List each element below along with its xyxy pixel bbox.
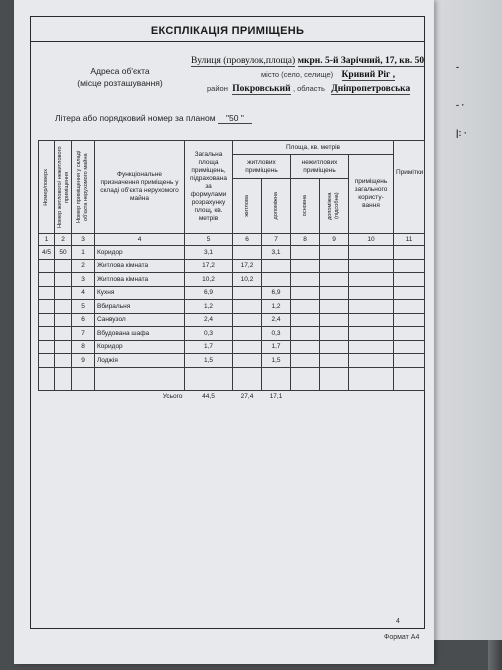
residential-main-text: житлова xyxy=(243,195,250,217)
floor-cell xyxy=(39,354,55,368)
residential-main-cell xyxy=(233,340,262,354)
residential-main-cell xyxy=(233,300,262,314)
address-label xyxy=(55,65,185,89)
nonresidential-main-cell xyxy=(291,354,320,368)
room-number-cell: 6 xyxy=(72,313,95,327)
residential-main-cell xyxy=(233,327,262,341)
empty-cell xyxy=(349,367,394,390)
total-area-cell: 1,5 xyxy=(185,354,233,368)
unit-cell xyxy=(55,313,72,327)
street-line xyxy=(191,55,424,66)
total-area-cell: 3,1 xyxy=(185,246,233,260)
nonresidential-header: нежитлових приміщень xyxy=(291,155,349,179)
nonresidential-aux-cell xyxy=(320,246,349,260)
floor-cell xyxy=(39,313,55,327)
document-page xyxy=(14,0,434,664)
col4-header: Функціональне призначення приміщень у складі об'єкта нерухомого майна xyxy=(95,141,185,234)
room-name-cell: Вбиральня xyxy=(95,300,185,314)
total-value: 44,5 xyxy=(202,393,215,400)
notes-cell xyxy=(394,246,425,260)
table-row xyxy=(39,327,425,341)
room-name-cell: Коридор xyxy=(95,246,185,260)
residential-aux-cell: 2,4 xyxy=(262,313,291,327)
notes-cell xyxy=(394,286,425,300)
room-number-cell: 9 xyxy=(72,354,95,368)
empty-cell xyxy=(320,367,349,390)
col5-header: Загальна площа приміщень, підрахована за формулами розрахунку площ, кв. метрів xyxy=(185,141,233,234)
column-number: 11 xyxy=(394,234,425,246)
nonresidential-main-cell xyxy=(291,313,320,327)
residential-main-cell xyxy=(233,313,262,327)
underlying-sheet-mark: - · xyxy=(456,100,465,110)
litera-label: Літера або порядковий номер за планом xyxy=(55,113,216,123)
table-row xyxy=(39,354,425,368)
floor-cell xyxy=(39,340,55,354)
notes-cell xyxy=(394,327,425,341)
table-row xyxy=(39,286,425,300)
total-area-cell: 0,3 xyxy=(185,327,233,341)
table-row xyxy=(39,259,425,273)
nonresidential-main-cell xyxy=(291,300,320,314)
spacer-row xyxy=(39,367,425,390)
unit-cell xyxy=(55,259,72,273)
residential-aux-cell xyxy=(262,273,291,287)
empty-cell xyxy=(291,390,425,403)
empty-cell xyxy=(55,367,72,390)
nonresidential-aux-text: допоміжна (підсобна) xyxy=(327,192,340,220)
underlying-sheet-mark: - xyxy=(456,62,459,72)
residential-main-cell xyxy=(233,246,262,260)
room-number-cell: 4 xyxy=(72,286,95,300)
empty-cell xyxy=(72,367,95,390)
nonresidential-aux-cell xyxy=(320,300,349,314)
notes-cell xyxy=(394,273,425,287)
notes-cell xyxy=(394,354,425,368)
nonresidential-aux-cell xyxy=(320,259,349,273)
column-number: 10 xyxy=(349,234,394,246)
address-label-line2: (місце розташування) xyxy=(77,78,163,88)
title-divider xyxy=(31,41,424,42)
total-area-cell: 1,7 xyxy=(185,340,233,354)
residential-header: житлових приміщень xyxy=(233,155,291,179)
residential-main-cell: 10,2 xyxy=(233,273,262,287)
column-number: 2 xyxy=(55,234,72,246)
total-area-cell: 17,2 xyxy=(185,259,233,273)
common-area-cell xyxy=(349,354,394,368)
column-number: 1 xyxy=(39,234,55,246)
page-format: Формат А4 xyxy=(384,634,420,641)
room-number-cell: 7 xyxy=(72,327,95,341)
nonresidential-aux-header xyxy=(320,179,349,234)
room-name-cell: Лоджія xyxy=(95,354,185,368)
floor-cell: 4/5 xyxy=(39,246,55,260)
table-row xyxy=(39,340,425,354)
floor-cell xyxy=(39,273,55,287)
room-name-cell: Вбудована шафа xyxy=(95,327,185,341)
column-number: 8 xyxy=(291,234,320,246)
region-value: Дніпропетровська xyxy=(331,84,411,94)
room-number-cell: 3 xyxy=(72,273,95,287)
nonresidential-aux-cell xyxy=(320,340,349,354)
common-area-cell xyxy=(349,340,394,354)
room-number-cell: 5 xyxy=(72,300,95,314)
unit-cell: 50 xyxy=(55,246,72,260)
nonresidential-aux-cell xyxy=(320,327,349,341)
area-group-header: Площа, кв. метрів xyxy=(233,141,394,155)
common-area-cell xyxy=(349,300,394,314)
table-row xyxy=(39,313,425,327)
total-area-cell: 10,2 xyxy=(185,273,233,287)
column-number: 5 xyxy=(185,234,233,246)
floor-cell xyxy=(39,300,55,314)
col3-header-text: Номер приміщення у складі об'єкта нерухомого майна xyxy=(76,150,89,224)
explication-table xyxy=(38,140,425,403)
city-line xyxy=(261,69,395,80)
column-number-row xyxy=(39,234,425,246)
nonresidential-aux-cell xyxy=(320,273,349,287)
notes-header: Примітки xyxy=(394,141,425,234)
city-value: Кривий Ріг , xyxy=(341,70,396,80)
residential-aux-cell: 1,5 xyxy=(262,354,291,368)
document-title: ЕКСПЛІКАЦІЯ ПРИМІЩЕНЬ xyxy=(150,25,305,37)
common-header: приміщень загального користу-вання xyxy=(349,155,394,234)
unit-cell xyxy=(55,300,72,314)
unit-cell xyxy=(55,340,72,354)
room-name-cell: Житлова кімната xyxy=(95,259,185,273)
table-row xyxy=(39,300,425,314)
common-area-cell xyxy=(349,273,394,287)
residential-aux-cell: 3,1 xyxy=(262,246,291,260)
nonresidential-main-text: основна xyxy=(301,195,308,217)
room-name-cell: Санвузол xyxy=(95,313,185,327)
col2-header xyxy=(55,141,72,234)
empty-cell xyxy=(95,367,185,390)
residential-aux-cell: 0,3 xyxy=(262,327,291,341)
nonresidential-main-cell xyxy=(291,246,320,260)
total-row xyxy=(39,390,425,403)
residential-aux-cell: 1,7 xyxy=(262,340,291,354)
residential-aux-cell xyxy=(262,259,291,273)
unit-cell xyxy=(55,273,72,287)
nonresidential-main-cell xyxy=(291,259,320,273)
total-res-aux: 17,1 xyxy=(269,393,283,400)
nonresidential-aux-cell xyxy=(320,286,349,300)
empty-cell xyxy=(262,367,291,390)
common-area-cell xyxy=(349,246,394,260)
room-number-cell: 8 xyxy=(72,340,95,354)
table-row xyxy=(39,246,425,260)
district-line xyxy=(207,83,410,94)
total-area-cell: 6,9 xyxy=(185,286,233,300)
col2-header-text: Номер житлового/ нежитлового приміщення xyxy=(57,146,70,228)
residential-aux-cell: 6,9 xyxy=(262,286,291,300)
room-number-cell: 2 xyxy=(72,259,95,273)
nonresidential-main-header xyxy=(291,179,320,234)
header-row-1 xyxy=(39,141,425,155)
notes-cell xyxy=(394,313,425,327)
street-value: мкрн. 5-й Зарічний, 17, кв. 50 xyxy=(297,56,425,66)
street-label: Вулиця (провулок,площа) xyxy=(191,56,296,66)
residential-main-cell: 17,2 xyxy=(233,259,262,273)
address-label-line1: Адреса об'єкта xyxy=(90,66,150,76)
column-number: 4 xyxy=(95,234,185,246)
empty-cell xyxy=(39,367,55,390)
empty-cell xyxy=(291,367,320,390)
floor-cell xyxy=(39,327,55,341)
floor-cell xyxy=(39,259,55,273)
table-row xyxy=(39,273,425,287)
empty-cell xyxy=(185,367,233,390)
region-label: , область xyxy=(292,84,325,93)
total-label: Усього xyxy=(162,393,183,400)
col3-header xyxy=(72,141,95,234)
total-res-main: 27,4 xyxy=(240,393,254,400)
room-number-cell: 1 xyxy=(72,246,95,260)
column-number: 6 xyxy=(233,234,262,246)
column-number: 3 xyxy=(72,234,95,246)
page-number: 4 xyxy=(396,618,400,625)
underlying-sheet-mark: |: · xyxy=(456,128,468,138)
room-name-cell: Коридор xyxy=(95,340,185,354)
litera-line xyxy=(55,113,252,124)
district-value: Покровський xyxy=(232,84,291,94)
notes-cell xyxy=(394,259,425,273)
room-name-cell: Кухня xyxy=(95,286,185,300)
common-area-cell xyxy=(349,259,394,273)
nonresidential-main-cell xyxy=(291,273,320,287)
floor-cell xyxy=(39,286,55,300)
nonresidential-aux-cell xyxy=(320,354,349,368)
room-name-cell: Житлова кімната xyxy=(95,273,185,287)
common-area-cell xyxy=(349,286,394,300)
table-body xyxy=(39,246,425,368)
total-area-cell: 1,2 xyxy=(185,300,233,314)
unit-cell xyxy=(55,354,72,368)
residential-main-cell xyxy=(233,286,262,300)
residential-main-cell xyxy=(233,354,262,368)
column-number: 7 xyxy=(262,234,291,246)
empty-cell xyxy=(233,367,262,390)
city-label: місто (село, селище) xyxy=(261,70,334,79)
unit-cell xyxy=(55,327,72,341)
residential-aux-cell: 1,2 xyxy=(262,300,291,314)
col1-header xyxy=(39,141,55,234)
residential-aux-header xyxy=(262,179,291,234)
empty-cell xyxy=(394,367,425,390)
col1-header-text: Номер/поверх xyxy=(43,168,49,206)
nonresidential-main-cell xyxy=(291,286,320,300)
common-area-cell xyxy=(349,313,394,327)
column-number: 9 xyxy=(320,234,349,246)
nonresidential-main-cell xyxy=(291,327,320,341)
residential-main-header xyxy=(233,179,262,234)
common-area-cell xyxy=(349,327,394,341)
litera-value: "50 " xyxy=(218,113,252,124)
nonresidential-aux-cell xyxy=(320,313,349,327)
nonresidential-main-cell xyxy=(291,340,320,354)
unit-cell xyxy=(55,286,72,300)
notes-cell xyxy=(394,300,425,314)
total-area-cell: 2,4 xyxy=(185,313,233,327)
district-label: район xyxy=(207,84,228,93)
notes-cell xyxy=(394,340,425,354)
residential-aux-text: допоміжна xyxy=(272,192,279,220)
